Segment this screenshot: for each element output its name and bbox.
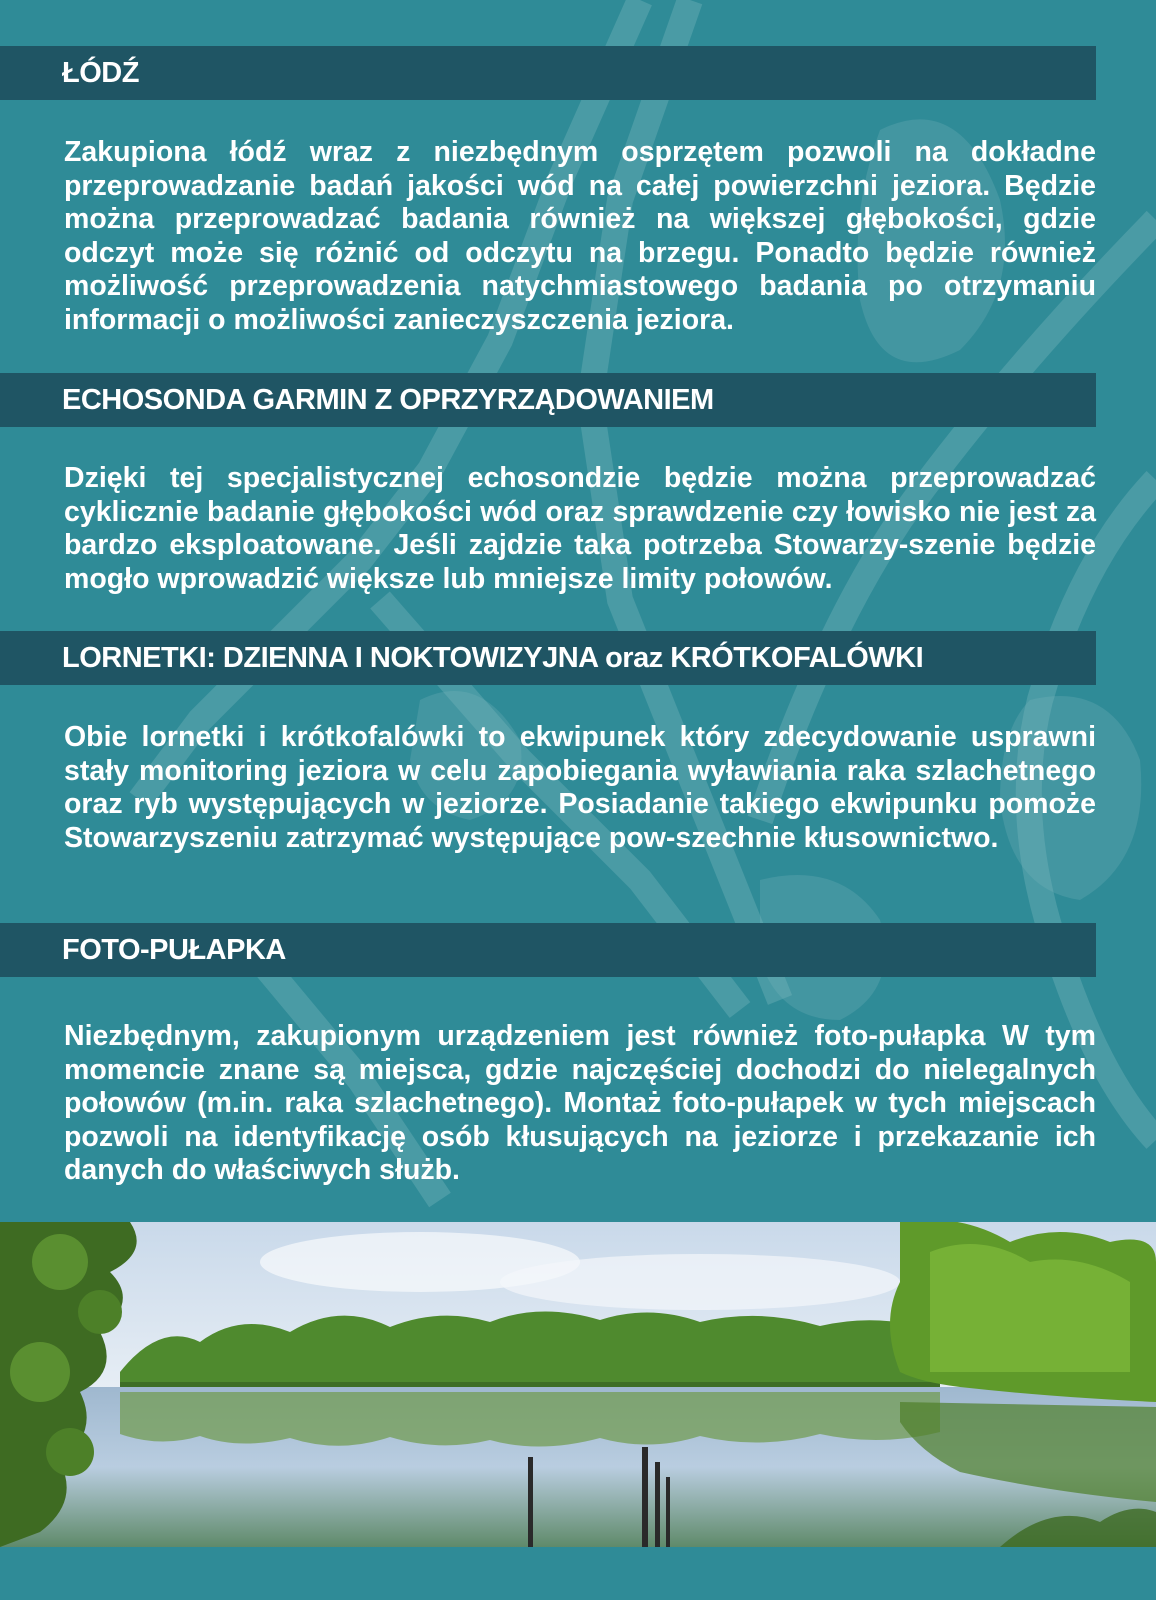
section-body-lodz: Zakupiona łódź wraz z niezbędnym osprzętem pozwoli na dokładne przeprowadzanie badań jakości wód na całej powierzchni jeziora. Będzie można przeprowadzać badania również na większej głębokości, gdzie odczyt może się różnić od odczytu na brzegu. Ponadto będzie również możliwość przeprowadzenia natychmiastowego badania po otrzymaniu informacji o możliwości zanieczyszczenia jeziora.	[64, 136, 1096, 336]
footer-band	[0, 1547, 1156, 1600]
section-title: FOTO-PUŁAPKA	[62, 933, 286, 966]
section-title: ECHOSONDA GARMIN Z OPRZYRZĄDOWANIEM	[62, 383, 714, 416]
section-body-lornetki: Obie lornetki i krótkofalówki to ekwipunek który zdecydowanie usprawni stały monitoring jeziora w celu zapobiegania wyławiania raka szlachetnego oraz ryb występujących w jeziorze. Posiadanie takiego ekwipunku pomoże Stowarzyszeniu zatrzymać występujące pow-szechnie kłusownictwo.	[64, 721, 1096, 854]
section-header-foto-pulapka	[0, 923, 1096, 977]
section-title-part3: KRÓTKOFALÓWKI	[670, 641, 924, 674]
section-title-part1: LORNETKI: DZIENNA I NOKTOWIZYJNA	[62, 641, 598, 674]
section-title: ŁÓDŹ	[62, 56, 139, 89]
section-header-lodz	[0, 46, 1096, 100]
section-header-echosonda	[0, 373, 1096, 427]
section-header-lornetki	[0, 631, 1096, 685]
section-body-foto-pulapka: Niezbędnym, zakupionym urządzeniem jest również foto-pułapka W tym momencie znane są miejsca, gdzie najczęściej dochodzi do nielegalnych połowów (m.in. raka szlachetnego). Montaż foto-pułapek w tych miejscach pozwoli na identyfikację osób kłusujących na jeziorze i przekazanie ich danych do właściwych służb.	[64, 1020, 1096, 1186]
section-title-part2: oraz	[605, 641, 663, 674]
section-body-echosonda: Dzięki tej specjalistycznej echosondzie będzie można przeprowadzać cyklicznie badanie głębokości wód oraz sprawdzenie czy łowisko nie jest za bardzo eksploatowane. Jeśli zajdzie taka potrzeba Stowarzy-szenie będzie mogło wprowadzić większe lub mniejsze limity połowów.	[64, 462, 1096, 595]
section-title	[0, 642, 923, 675]
lake-photo	[0, 1222, 1156, 1547]
